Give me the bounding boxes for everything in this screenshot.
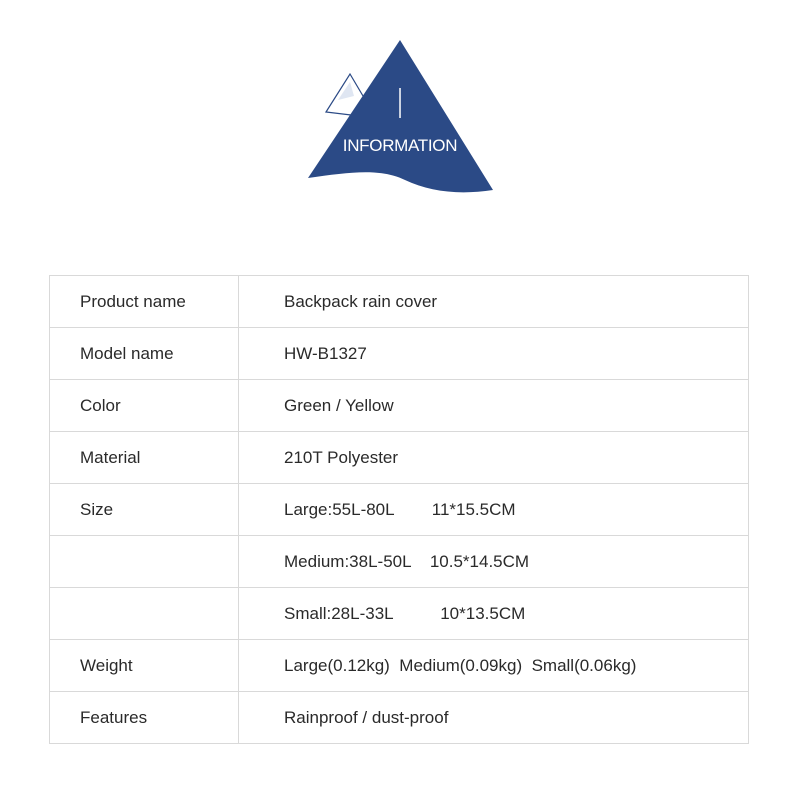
spec-label: Size (50, 484, 239, 536)
spec-value: 210T Polyester (239, 432, 749, 484)
spec-label (50, 588, 239, 640)
spec-value: Green / Yellow (239, 380, 749, 432)
spec-value: Medium:38L-50L 10.5*14.5CM (239, 536, 749, 588)
spec-value: Rainproof / dust-proof (239, 692, 749, 744)
spec-value: HW-B1327 (239, 328, 749, 380)
table-row (50, 432, 749, 484)
section-title: INFORMATION (342, 136, 458, 155)
spec-value: Large:55L-80L 11*15.5CM (239, 484, 749, 536)
table-row (50, 380, 749, 432)
table-row (50, 328, 749, 380)
table-row (50, 640, 749, 692)
section-numeral: I (397, 79, 403, 128)
spec-label: Features (50, 692, 239, 744)
spec-value: Large(0.12kg) Medium(0.09kg) Small(0.06kg) (239, 640, 749, 692)
table-row (50, 588, 749, 640)
table-row (50, 276, 749, 328)
spec-label: Model name (50, 328, 239, 380)
spec-value: Backpack rain cover (284, 291, 438, 311)
table-row (50, 484, 749, 536)
spec-label: Weight (50, 640, 239, 692)
spec-table (49, 275, 749, 744)
spec-label: Color (50, 380, 239, 432)
table-row (50, 692, 749, 744)
table-row (50, 536, 749, 588)
spec-label: Material (50, 432, 239, 484)
spec-label (50, 536, 239, 588)
spec-value: Small:28L-33L 10*13.5CM (239, 588, 749, 640)
spec-label: Product name (50, 276, 239, 328)
information-emblem (290, 30, 510, 205)
